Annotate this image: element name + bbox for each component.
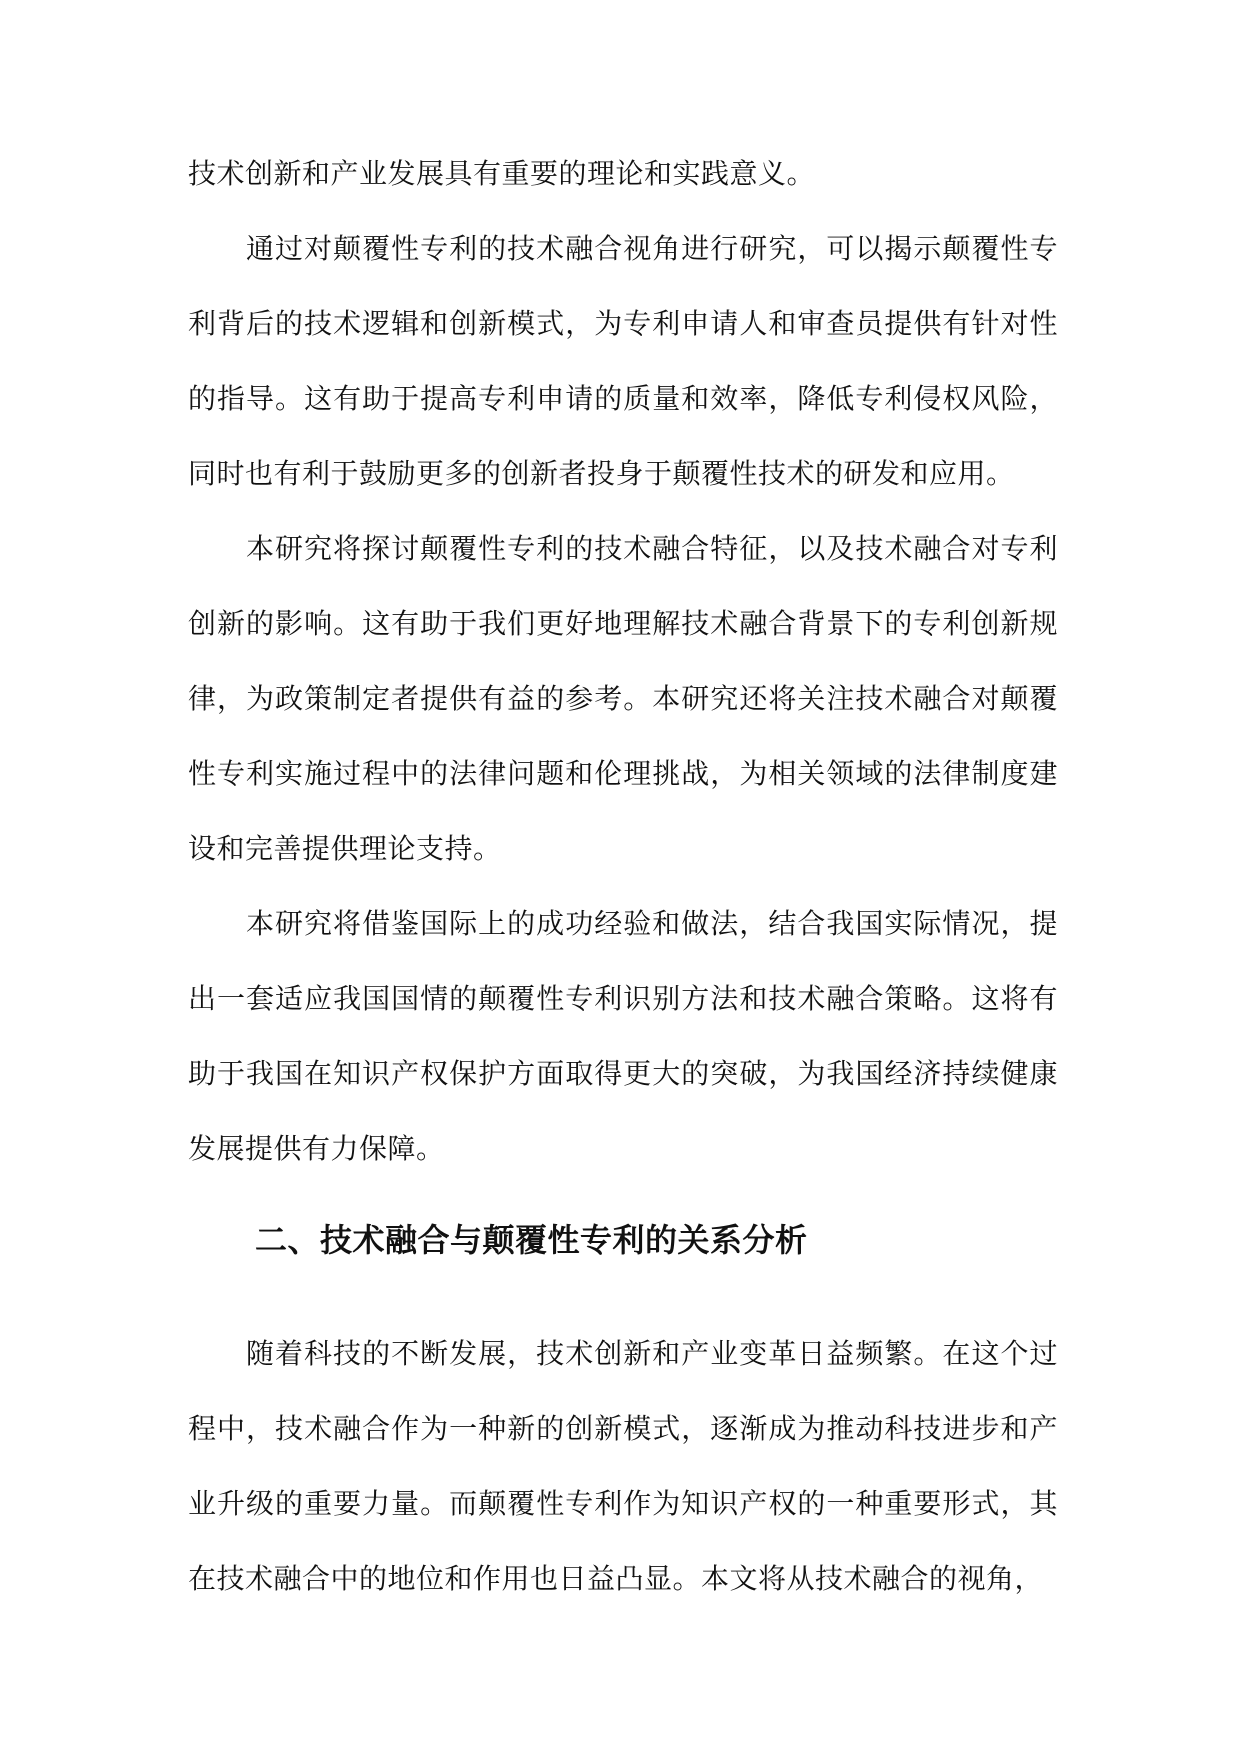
body-paragraph-3: 本研究将借鉴国际上的成功经验和做法，结合我国实际情况，提出一套适应我国国情的颠覆性专利识别方法和技术融合策略。这将有助于我国在知识产权保护方面取得更大的突破，为我国经济持续健康发展提供有力保障。 [188,907,1058,1165]
section-heading: 二、技术融合与颠覆性专利的关系分析 [255,1221,808,1259]
continuation-paragraph: 技术创新和产业发展具有重要的理论和实践意义。 [188,157,816,190]
body-paragraph-2: 本研究将探讨颠覆性专利的技术融合特征，以及技术融合对专利创新的影响。这有助于我们更好地理解技术融合背景下的专利创新规律，为政策制定者提供有益的参考。本研究还将关注技术融合对颠覆性专利实施过程中的法律问题和伦理挑战，为相关领域的法律制度建设和完善提供理论支持。 [188,532,1058,865]
section-paragraph-1: 随着科技的不断发展，技术创新和产业变革日益频繁。在这个过程中，技术融合作为一种新的创新模式，逐渐成为推动科技进步和产业升级的重要力量。而颠覆性专利作为知识产权的一种重要形式，其在技术融合中的地位和作用也日益凸显。本文将从技术融合的视角， [188,1337,1058,1595]
body-paragraph-1: 通过对颠覆性专利的技术融合视角进行研究，可以揭示颠覆性专利背后的技术逻辑和创新模式，为专利申请人和审查员提供有针对性的指导。这有助于提高专利申请的质量和效率，降低专利侵权风险，同时也有利于鼓励更多的创新者投身于颠覆性技术的研发和应用。 [188,232,1058,490]
